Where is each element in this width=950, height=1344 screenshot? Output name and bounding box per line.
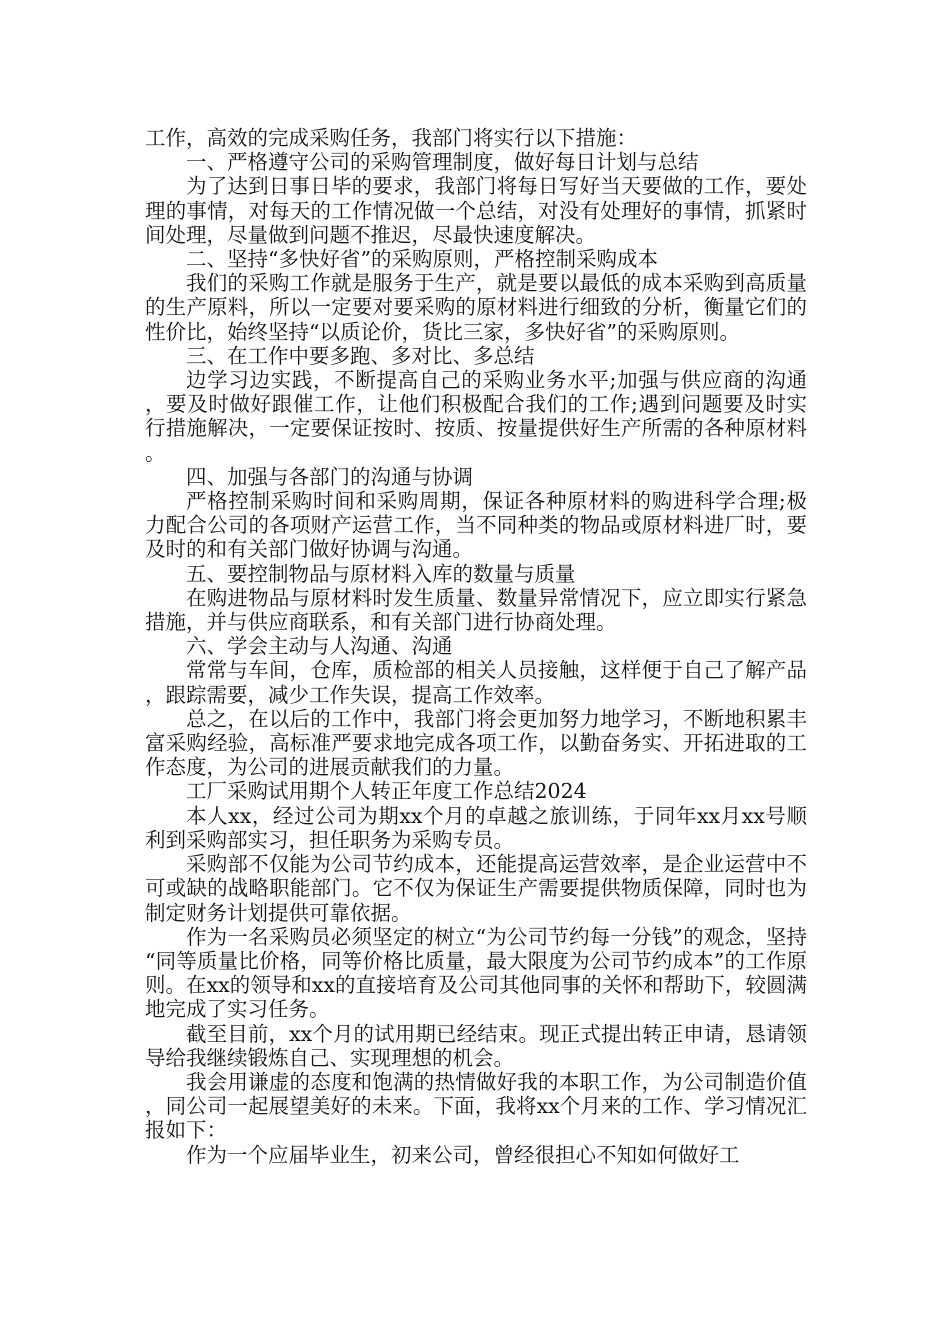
section-heading-6: 六、学会主动与人沟通、沟通 — [186, 634, 453, 659]
paragraph: 截至目前，xx个月的试用期已经结束。现正式提出转正申请，恳请领导给我继续锻炼自己、实现理想的机会。 — [145, 1021, 807, 1070]
paragraph-conclusion: 总之，在以后的工作中，我部门将会更加努力地学习，不断地积累丰富采购经验，高标准严要求地完成各项工作，以勤奋务实、开拓进取的工作态度，为公司的进展贡献我们的力量。 — [145, 706, 807, 780]
paragraph: 采购部不仅能为公司节约成本，还能提高运营效率，是企业运营中不可或缺的战略职能部门。它不仅为保证生产需要提供物质保障，同时也为制定财务计划提供可靠依据。 — [145, 852, 807, 925]
section-heading-4: 四、加强与各部门的沟通与协调 — [186, 464, 473, 489]
section-heading-2: 二、坚持“多快好省”的采购原则，严格控制采购成本 — [186, 247, 658, 272]
paragraph: 作为一个应届毕业生，初来公司，曾经很担心不知如何做好工 — [186, 1142, 740, 1167]
paragraph: 我们的采购工作就是服务于生产，就是要以最低的成本采购到高质量的生产原料，所以一定要对要采购的原材料进行细致的分析，衡量它们的性价比，始终坚持“以质论价，货比三家，多快好省”的采购原则。 — [145, 271, 807, 344]
paragraph-intro: 工作，高效的完成采购任务，我部门将实行以下措施： — [145, 126, 637, 150]
paragraph: 本人xx，经过公司为期xx个月的卓越之旅训练，于同年xx月xx号顺利到采购部实习，担任职务为采购专员。 — [145, 803, 807, 852]
section-heading-5: 五、要控制物品与原材料入库的数量与质量 — [186, 561, 576, 586]
paragraph: 在购进物品与原材料时发生质量、数量异常情况下，应立即实行紧急措施，并与供应商联系，和有关部门进行协商处理。 — [145, 585, 807, 635]
paragraph: 边学习边实践，不断提高自己的采购业务水平;加强与供应商的沟通，要及时做好跟催工作，让他们积极配合我们的工作;遇到问题要及时实行措施解决，一定要保证按时、按质、按量提供好生产所需的各种原材料。 — [145, 368, 807, 465]
section-heading-1: 一、严格遵守公司的采购管理制度，做好每日计划与总结 — [186, 150, 699, 175]
document-title: 工厂采购试用期个人转正年度工作总结2024 — [186, 779, 587, 804]
paragraph: 严格控制采购时间和采购周期，保证各种原材料的购进科学合理;极力配合公司的各项财产运营工作，当不同种类的物品或原材料进厂时，要及时的和有关部门做好协调与沟通。 — [145, 489, 807, 562]
paragraph: 我会用谦虚的态度和饱满的热情做好我的本职工作，为公司制造价值，同公司一起展望美好的未来。下面，我将xx个月来的工作、学习情况汇报如下： — [145, 1069, 807, 1143]
paragraph: 作为一名采购员必须坚定的树立“为公司节约每一分钱”的观念，坚持“同等质量比价格，同等价格比质量，最大限度为公司节约成本”的工作原则。在xx的领导和xx的直接培育及公司其他同事的关怀和帮助下，较圆满地完成了实习任务。 — [145, 924, 807, 1022]
paragraph: 为了达到日事日毕的要求，我部门将每日写好当天要做的工作，要处理的事情，对每天的工作情况做一个总结，对没有处理好的事情，抓紧时间处理，尽量做到问题不推迟，尽最快速度解决。 — [145, 174, 807, 247]
section-heading-3: 三、在工作中要多跑、多对比、多总结 — [186, 343, 535, 368]
document-body — [145, 126, 807, 1167]
paragraph: 常常与车间，仓库，质检部的相关人员接触，这样便于自己了解产品，跟踪需要，减少工作失误，提高工作效率。 — [145, 658, 807, 707]
